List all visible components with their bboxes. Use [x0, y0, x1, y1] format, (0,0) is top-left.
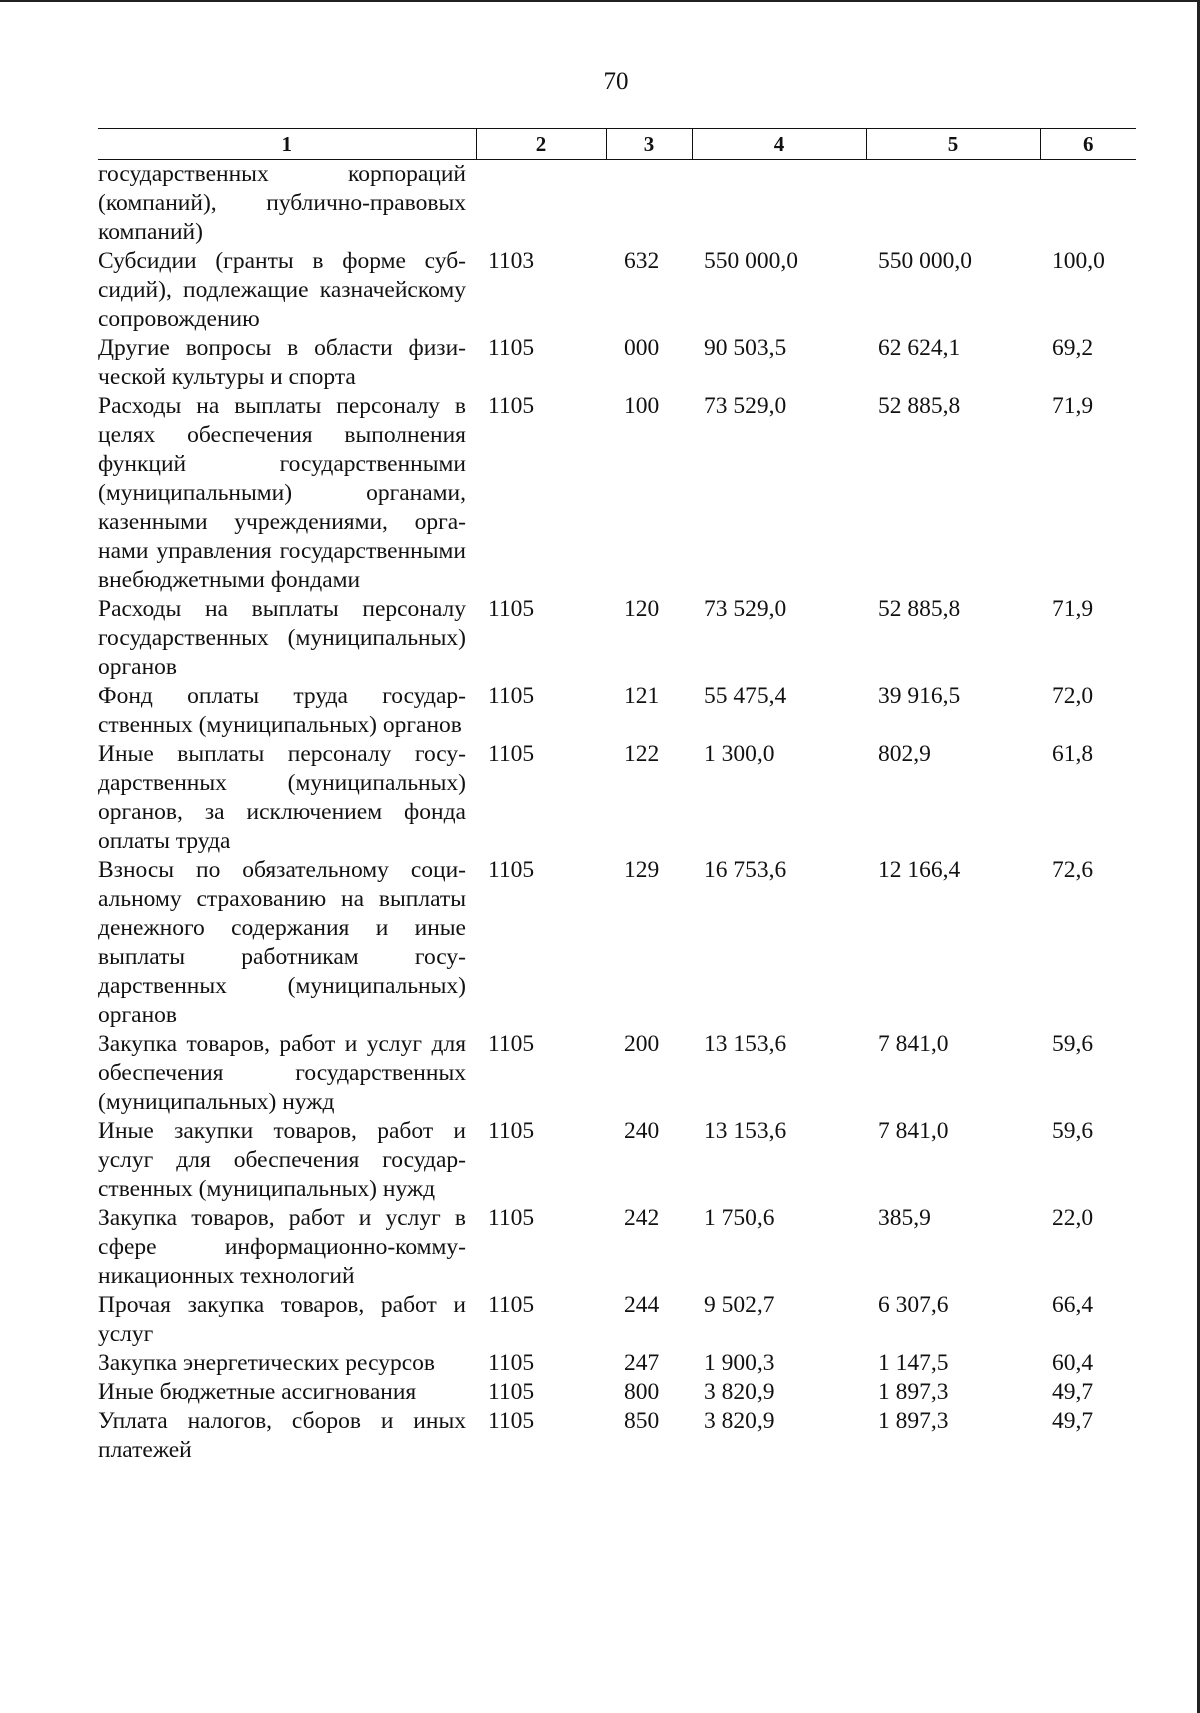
row-executed: 802,9: [878, 741, 931, 767]
row-section-code: 1105: [488, 1350, 535, 1376]
row-planned: 13 153,6: [704, 1031, 787, 1057]
row-expense-type: 129: [624, 857, 660, 883]
row-section-code: 1103: [488, 248, 535, 274]
header-col-2: 2: [476, 129, 606, 160]
table-row: [98, 1204, 1136, 1291]
row-executed: 1 897,3: [878, 1408, 949, 1434]
row-percent: 59,6: [1052, 1118, 1094, 1144]
row-expense-type: 632: [624, 248, 660, 274]
table-row: [98, 392, 1136, 595]
row-percent: 22,0: [1052, 1205, 1094, 1231]
page-border-top: [0, 0, 1200, 2]
row-planned: 16 753,6: [704, 857, 787, 883]
row-executed: 1 147,5: [878, 1350, 949, 1376]
table-row: [98, 856, 1136, 1030]
header-col-6: 6: [1040, 129, 1136, 160]
table-header: [98, 129, 1136, 160]
table-row: [98, 682, 1136, 740]
row-percent: [1040, 160, 1136, 248]
row-section-code: 1105: [488, 596, 535, 622]
header-col-3: 3: [606, 129, 692, 160]
row-planned: 73 529,0: [704, 596, 787, 622]
table-row: [98, 595, 1136, 682]
table-row: [98, 160, 1136, 248]
row-executed: 62 624,1: [878, 335, 961, 361]
row-planned: 1 300,0: [704, 741, 775, 767]
row-executed: 7 841,0: [878, 1118, 949, 1144]
header-row: [98, 129, 1136, 160]
table-row: [98, 1030, 1136, 1117]
row-section-code: 1105: [488, 683, 535, 709]
row-planned: 550 000,0: [704, 248, 798, 274]
row-percent: 72,6: [1052, 857, 1094, 883]
row-section-code: [476, 160, 606, 248]
row-name: Субсидии (гранты в форме субсидий), подлежащие казначейскому сопровождению: [98, 248, 466, 332]
row-name: Закупка товаров, работ и услуг для обеспечения государственных (муниципальных) нужд: [98, 1031, 466, 1115]
row-name: Иные закупки товаров, работ и услуг для обеспечения государственных (муниципальных) нужд: [98, 1118, 466, 1202]
row-name: Расходы на выплаты персоналу в целях обеспечения выполнения функций государственными (муниципальными) органами, казенными учреждениями, органами управления государственными внебюджетными фондами: [98, 393, 466, 593]
header-col-4: 4: [692, 129, 866, 160]
row-section-code: 1105: [488, 1031, 535, 1057]
table-row: [98, 1117, 1136, 1204]
table-row: [98, 334, 1136, 392]
table-row: [98, 1407, 1136, 1465]
row-planned: 1 900,3: [704, 1350, 775, 1376]
row-executed: [866, 160, 1040, 248]
row-section-code: 1105: [488, 1379, 535, 1405]
row-planned: 90 503,5: [704, 335, 787, 361]
row-expense-type: 850: [624, 1408, 660, 1434]
table-row: [98, 1349, 1136, 1378]
table-row: [98, 1291, 1136, 1349]
row-executed: 550 000,0: [878, 248, 972, 274]
row-name: Расходы на выплаты персоналу государственных (муниципальных) органов: [98, 596, 466, 680]
row-planned: 3 820,9: [704, 1379, 775, 1405]
row-expense-type: 120: [624, 596, 660, 622]
table-row: [98, 1378, 1136, 1407]
row-percent: 100,0: [1052, 248, 1105, 274]
row-percent: 60,4: [1052, 1350, 1094, 1376]
row-section-code: 1105: [488, 1205, 535, 1231]
table-row: [98, 740, 1136, 856]
row-name: Взносы по обязательному социальному страхованию на выплаты денежного содержания и иные выплаты работникам государственных (муниципальных) органов: [98, 857, 466, 1028]
row-name: Другие вопросы в области физической культуры и спорта: [98, 335, 466, 390]
row-percent: 59,6: [1052, 1031, 1094, 1057]
row-expense-type: 100: [624, 393, 660, 419]
row-name: Фонд оплаты труда государственных (муниципальных) органов: [98, 683, 466, 738]
row-planned: 55 475,4: [704, 683, 787, 709]
row-planned: [692, 160, 866, 248]
row-expense-type: 000: [624, 335, 660, 361]
row-name: государственных корпораций (компаний), публично-правовых компаний): [98, 161, 466, 245]
row-planned: 13 153,6: [704, 1118, 787, 1144]
row-expense-type: 242: [624, 1205, 660, 1231]
row-name: Уплата налогов, сборов и иных платежей: [98, 1408, 466, 1463]
row-executed: 39 916,5: [878, 683, 961, 709]
budget-table: [98, 128, 1136, 1465]
row-section-code: 1105: [488, 335, 535, 361]
row-name: Иные бюджетные ассигнования: [98, 1379, 417, 1405]
row-section-code: 1105: [488, 741, 535, 767]
row-percent: 69,2: [1052, 335, 1094, 361]
row-expense-type: 200: [624, 1031, 660, 1057]
row-name: Иные выплаты персоналу государственных (муниципальных) органов, за исключением фонда оплаты труда: [98, 741, 466, 854]
row-expense-type: 121: [624, 683, 660, 709]
table-body: [98, 160, 1136, 1466]
row-planned: 1 750,6: [704, 1205, 775, 1231]
row-name: Закупка энергетических ресурсов: [98, 1350, 435, 1376]
row-percent: 49,7: [1052, 1408, 1094, 1434]
header-col-5: 5: [866, 129, 1040, 160]
row-executed: 52 885,8: [878, 596, 961, 622]
row-expense-type: 122: [624, 741, 660, 767]
row-planned: 3 820,9: [704, 1408, 775, 1434]
row-executed: 7 841,0: [878, 1031, 949, 1057]
row-expense-type: 800: [624, 1379, 660, 1405]
row-expense-type: [606, 160, 692, 248]
row-executed: 6 307,6: [878, 1292, 949, 1318]
page-number: 70: [603, 68, 629, 95]
row-executed: 52 885,8: [878, 393, 961, 419]
row-percent: 71,9: [1052, 393, 1094, 419]
row-executed: 1 897,3: [878, 1379, 949, 1405]
row-planned: 9 502,7: [704, 1292, 775, 1318]
row-planned: 73 529,0: [704, 393, 787, 419]
row-percent: 66,4: [1052, 1292, 1094, 1318]
row-percent: 61,8: [1052, 741, 1094, 767]
row-expense-type: 244: [624, 1292, 660, 1318]
row-expense-type: 247: [624, 1350, 660, 1376]
row-section-code: 1105: [488, 1408, 535, 1434]
row-percent: 49,7: [1052, 1379, 1094, 1405]
row-section-code: 1105: [488, 1292, 535, 1318]
row-percent: 71,9: [1052, 596, 1094, 622]
row-name: Закупка товаров, работ и услуг в сфере информационно-коммуникационных технологий: [98, 1205, 466, 1289]
row-section-code: 1105: [488, 857, 535, 883]
row-percent: 72,0: [1052, 683, 1094, 709]
row-section-code: 1105: [488, 393, 535, 419]
row-name: Прочая закупка товаров, работ и услуг: [98, 1292, 466, 1347]
header-col-1: 1: [98, 129, 476, 160]
row-section-code: 1105: [488, 1118, 535, 1144]
row-executed: 385,9: [878, 1205, 931, 1231]
row-expense-type: 240: [624, 1118, 660, 1144]
table-row: [98, 247, 1136, 334]
row-executed: 12 166,4: [878, 857, 961, 883]
